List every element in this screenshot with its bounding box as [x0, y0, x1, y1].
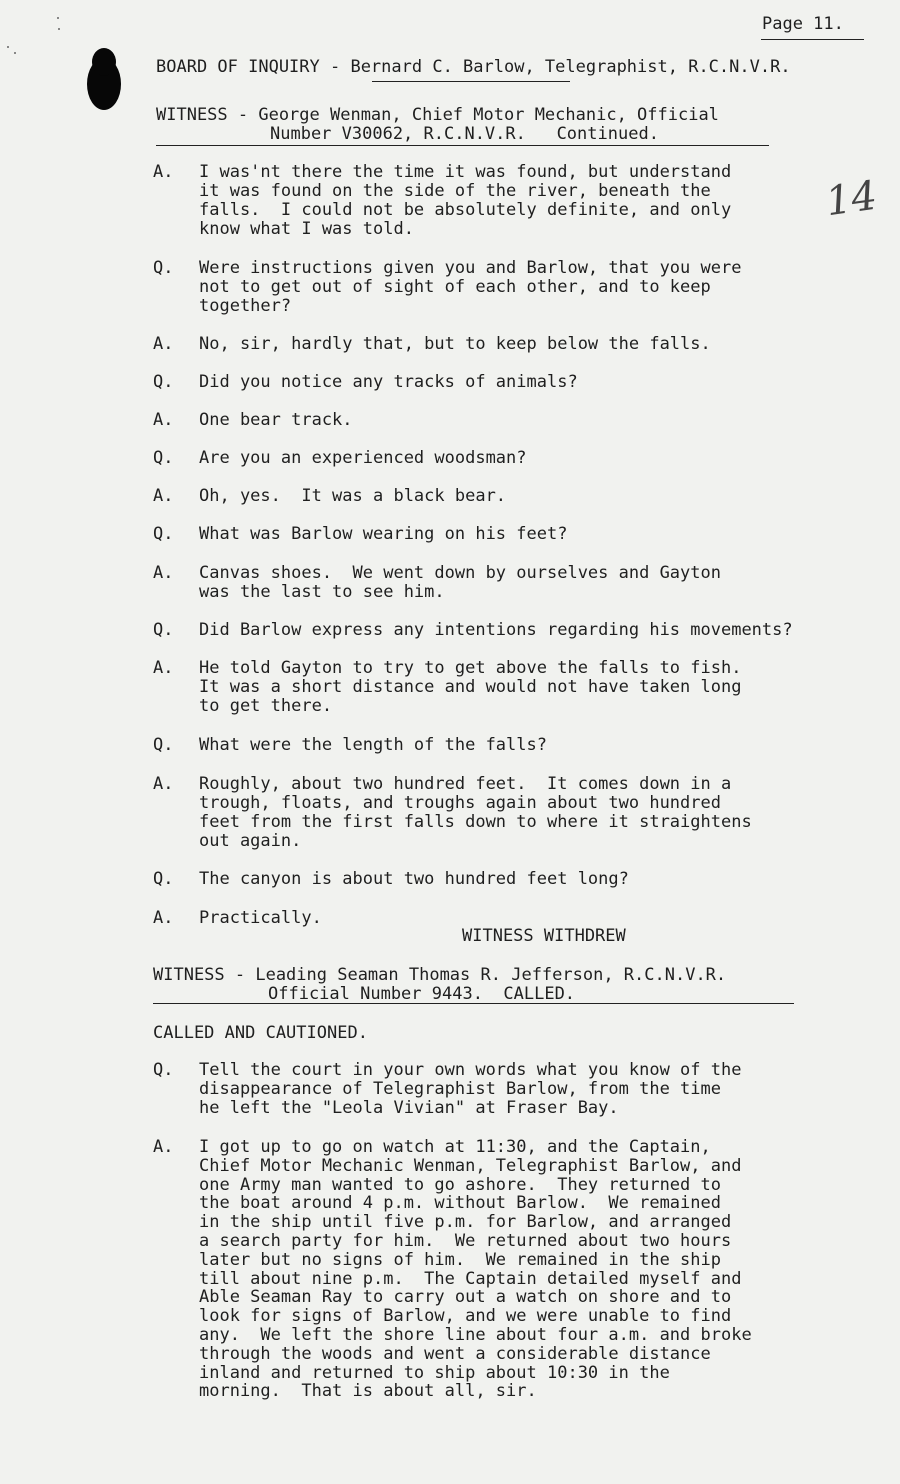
answer-text-line: in the ship until five p.m. for Barlow, and arranged [199, 1212, 732, 1233]
question-text-line: not to get out of sight of each other, and to keep [199, 277, 711, 297]
answer-text-line: was the last to see him. [199, 582, 445, 602]
question-label: Q. [153, 448, 174, 468]
question-label: Q. [153, 620, 174, 640]
answer-text-line: He told Gayton to try to get above the falls to fish. [199, 658, 742, 678]
answer-text-line: a search party for him. We returned about two hours [199, 1231, 732, 1251]
answer-text-line: Able Seaman Ray to carry out a watch on shore and to [199, 1287, 732, 1308]
answer-text-line: One bear track. [199, 410, 353, 430]
question-text-line: he left the "Leola Vivian" at Fraser Bay. [199, 1097, 619, 1118]
question-text-line: What was Barlow wearing on his feet? [199, 524, 568, 544]
answer-label: A. [153, 774, 174, 794]
heading-name-underline [372, 81, 570, 82]
witness1-line1: WITNESS - George Wenman, Chief Motor Mechanic, Official [156, 105, 719, 125]
question-text-line: Did Barlow express any intentions regarding his movements? [199, 620, 793, 640]
speck [7, 46, 9, 48]
answer-text-line: Canvas shoes. We went down by ourselves and Gayton [199, 563, 721, 583]
answer-text-line: Practically. [199, 908, 322, 928]
witness2-line1: WITNESS - Leading Seaman Thomas R. Jefferson, R.C.N.V.R. [153, 965, 727, 985]
speck [57, 17, 59, 19]
question-text-line: disappearance of Telegraphist Barlow, from the time [199, 1078, 721, 1099]
speck [58, 28, 60, 30]
witness1-line2: Number V30062, R.C.N.V.R. Continued. [270, 124, 659, 144]
answer-text-line: till about nine p.m. The Captain detailed myself and [199, 1268, 742, 1289]
question-text-line: Were instructions given you and Barlow, that you were [199, 258, 742, 278]
question-label: Q. [153, 372, 174, 392]
answer-text-line: Roughly, about two hundred feet. It comes down in a [199, 774, 732, 794]
board-of-inquiry-heading: BOARD OF INQUIRY - Bernard C. Barlow, Telegraphist, R.C.N.V.R. [156, 57, 791, 77]
witness2-underline [153, 1003, 794, 1004]
answer-label: A. [153, 908, 174, 928]
answer-text-line: know what I was told. [199, 219, 414, 239]
page-number: Page 11. [762, 14, 844, 34]
answer-text-line: feet from the first falls down to where it straightens [199, 812, 752, 832]
answer-text-line: out again. [199, 831, 302, 851]
question-text-line: The canyon is about two hundred feet long? [199, 869, 629, 889]
answer-text-line: later but no signs of him. We remained in the ship [199, 1249, 721, 1270]
question-text-line: Are you an experienced woodsman? [199, 448, 527, 468]
witness-withdrew: WITNESS WITHDREW [462, 926, 626, 946]
witness1-underline [156, 145, 769, 146]
answer-text-line: I got up to go on watch at 11:30, and the Captain, [199, 1137, 711, 1157]
answer-label: A. [153, 334, 174, 354]
answer-label: A. [153, 486, 174, 506]
answer-text-line: I was'nt there the time it was found, but understand [199, 162, 732, 182]
answer-text-line: trough, floats, and troughs again about two hundred [199, 793, 721, 813]
question-text-line: together? [199, 296, 292, 316]
witness2-line2: Official Number 9443. CALLED. [268, 984, 576, 1004]
punch-hole [87, 58, 121, 110]
question-label: Q. [153, 869, 174, 889]
margin-annotation: 14 [822, 172, 880, 226]
answer-text-line: it was found on the side of the river, beneath the [199, 181, 711, 201]
answer-text-line: one Army man wanted to go ashore. They returned to [199, 1174, 721, 1195]
question-label: Q. [153, 524, 174, 544]
called-and-cautioned: CALLED AND CAUTIONED. [153, 1023, 368, 1043]
question-text-line: Did you notice any tracks of animals? [199, 372, 578, 392]
answer-text-line: It was a short distance and would not have taken long [199, 677, 742, 697]
question-text-line: Tell the court in your own words what you know of the [199, 1060, 742, 1080]
answer-label: A. [153, 563, 174, 583]
answer-text-line: look for signs of Barlow, and we were unable to find [199, 1306, 732, 1327]
answer-text-line: the boat around 4 p.m. without Barlow. We remained [199, 1193, 721, 1214]
answer-text-line: to get there. [199, 696, 333, 716]
answer-text-line: Chief Motor Mechanic Wenman, Telegraphist Barlow, and [199, 1155, 742, 1176]
question-text-line: What were the length of the falls? [199, 735, 547, 755]
answer-text-line: any. We left the shore line about four a.m. and broke [199, 1325, 752, 1345]
question-label: Q. [153, 735, 174, 755]
speck [14, 52, 16, 54]
answer-text-line: Oh, yes. It was a black bear. [199, 486, 507, 506]
answer-label: A. [153, 162, 174, 182]
answer-label: A. [153, 658, 174, 678]
question-label: Q. [153, 1060, 174, 1080]
answer-text-line: morning. That is about all, sir. [199, 1381, 537, 1402]
answer-text-line: falls. I could not be absolutely definite, and only [199, 200, 732, 220]
question-label: Q. [153, 258, 174, 278]
answer-text-line: inland and returned to ship about 10:30 in the [199, 1362, 670, 1383]
answer-label: A. [153, 410, 174, 430]
answer-label: A. [153, 1137, 174, 1157]
answer-text-line: No, sir, hardly that, but to keep below the falls. [199, 334, 711, 354]
page-number-underline [761, 39, 864, 40]
answer-text-line: through the woods and went a considerable distance [199, 1343, 711, 1364]
